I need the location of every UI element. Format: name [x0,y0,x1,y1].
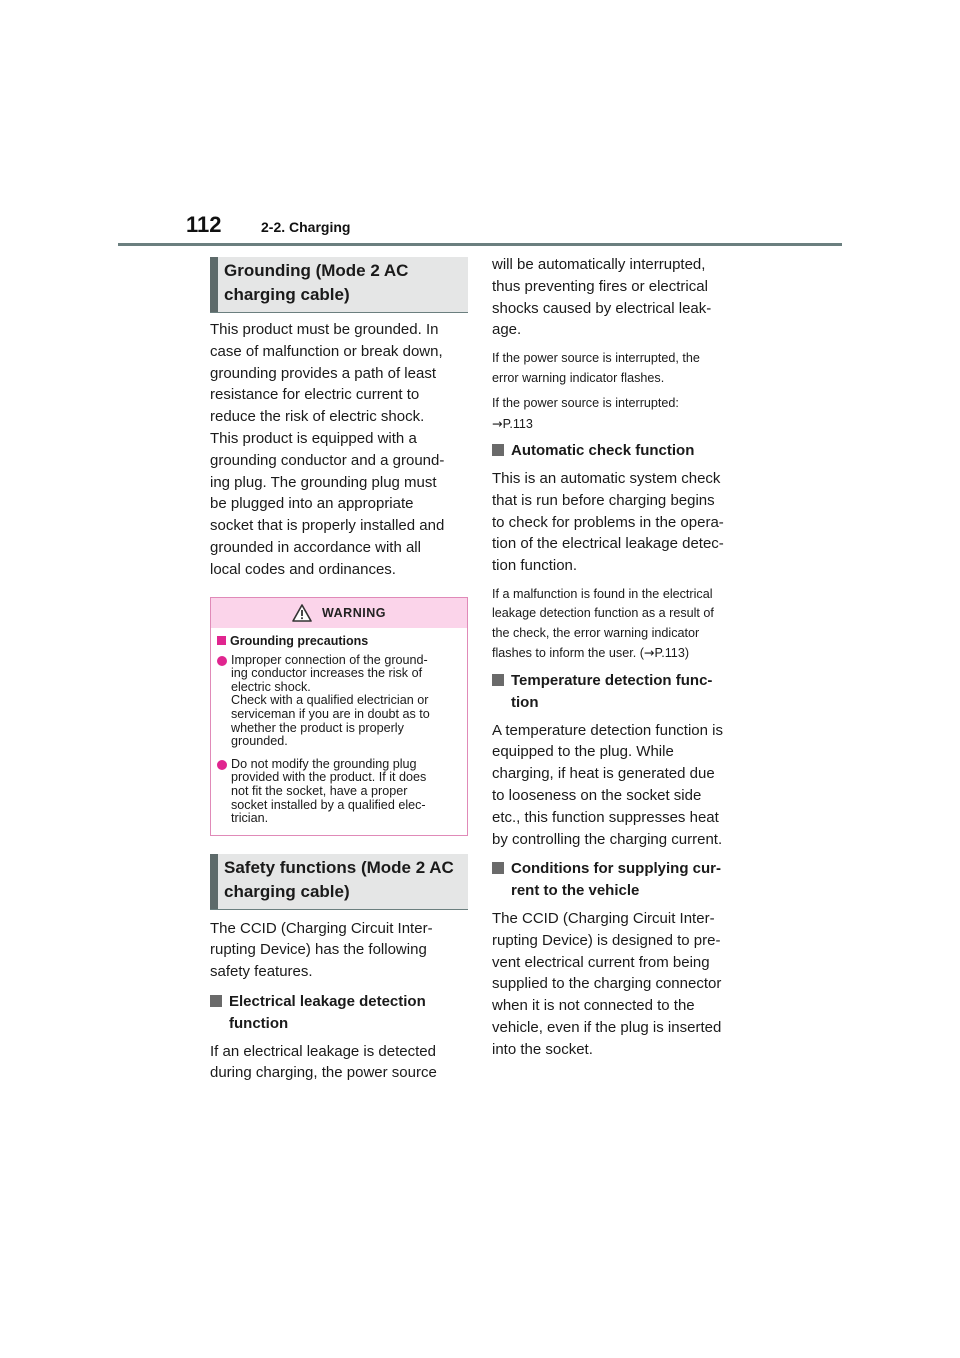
text-line: safety features. [210,963,313,981]
conditions-subheading [492,858,748,902]
safety-heading-line2: charging cable) [224,881,350,901]
text-line: resistance for electric current to [210,386,420,404]
text-line: etc., this function suppresses heat [492,808,719,826]
interrupt-note [492,349,748,388]
warning-bullet-text: Improper connection of the ground- ing conductor increases the risk of electric shock. Check with a qualified electrician or serviceman if you are in doubt as to whether the product is properly grounded. [231,652,430,749]
page-number: 112 [186,212,222,237]
text-line: to looseness on the socket side [492,786,702,804]
arrow-right-icon: → [643,645,655,661]
auto-check-paragraph [492,468,748,577]
text-line [492,643,748,664]
leakage-paragraph [210,1041,468,1085]
text-fragment: flashes to inform the user. ( [492,646,644,661]
text-line: equipped to the plug. While [492,743,674,761]
text-line: ing plug. The grounding plug must [210,473,437,491]
text-line: socket that is properly installed and [210,517,445,535]
text-line: supplied to the charging connector [492,975,722,993]
text-line: when it is not connected to the [492,997,695,1015]
section-title: 2-2. Charging [261,219,351,235]
text-line: case of malfunction or break down, [210,342,443,360]
warning-subheading [217,633,461,649]
arrow-right-icon: → [492,415,503,431]
grounding-heading-line2: charging cable) [224,285,350,304]
text-line: reduce the risk of electric shock. [210,408,425,426]
text-line: tion [511,693,539,711]
text-line: function [229,1014,289,1032]
safety-heading [210,854,468,909]
text-line: This is an automatic system check [492,469,721,487]
square-bullet-icon [492,444,504,456]
conditions-subheading-text [511,858,721,902]
reference-text: P.113 [502,416,533,431]
text-line: the check, the error warning indicator [492,625,700,640]
square-bullet-icon [217,636,226,645]
text-line: grounded in accordance with all [210,538,421,556]
temperature-subheading-text [511,670,712,714]
text-line: This product must be grounded. In [210,321,439,338]
text-line: during charging, the power source [210,1064,437,1082]
square-bullet-icon [492,862,504,874]
heading-underline [210,909,468,910]
square-bullet-icon [492,674,504,686]
text-line: If the power source is interrupted: [492,396,679,411]
grounding-heading [210,257,468,312]
text-line: leakage detection function as a result of [492,606,714,621]
warning-bullet [217,758,461,826]
text-line: that is run before charging begins [492,491,715,509]
text-line: into the socket. [492,1040,593,1058]
right-column [492,254,748,1069]
safety-heading-line1: Safety functions (Mode 2 AC [224,857,454,877]
text-line: be plugged into an appropriate [210,495,414,513]
text-line: A temperature detection function is [492,721,723,739]
text-line: thus preventing fires or electrical [492,277,708,295]
text-line: grounding conductor and a ground- [210,451,445,469]
text-line: local codes and ordinances. [210,560,396,578]
text-line: The CCID (Charging Circuit Inter- [210,919,433,937]
heading-underline [210,312,468,313]
auto-check-note [492,585,748,664]
leakage-subheading-text [229,991,426,1035]
text-line: will be automatically interrupted, [492,256,706,273]
left-column [210,257,468,1092]
text-line: shocks caused by electrical leak- [492,299,712,317]
grounding-heading-line1: Grounding (Mode 2 AC [224,261,409,280]
square-bullet-icon [210,995,222,1007]
text-line: to check for problems in the opera- [492,513,724,531]
text-line: The CCID (Charging Circuit Inter- [492,909,715,927]
temperature-subheading [492,670,748,714]
conditions-paragraph [492,908,748,1061]
text-line: This product is equipped with a [210,429,417,447]
warning-bullet-text: Do not modify the grounding plug provided with the product. If it does not fit the socket, have a proper socket installed by a qualified elec- trician. [231,756,427,826]
text-line: tion function. [492,557,578,575]
text-line: If an electrical leakage is detected [210,1042,436,1060]
text-line: Conditions for supplying cur- [511,860,721,878]
page-reference-link[interactable]: P.113) [654,646,690,661]
leakage-paragraph-continued [492,254,748,341]
round-bullet-icon [217,760,227,770]
temperature-paragraph [492,720,748,851]
page-reference-link[interactable] [492,414,748,435]
text-line: tion of the electrical leakage detec- [492,535,724,553]
text-line: age. [492,321,522,339]
warning-title: WARNING [322,605,386,620]
interrupt-reference [492,394,748,434]
safety-paragraph [210,918,468,983]
leakage-subheading [210,991,468,1035]
warning-body [211,628,467,835]
text-line: vent electrical current from being [492,953,710,971]
auto-check-subheading [492,440,748,462]
warning-bullet [217,654,461,749]
text-line: vehicle, even if the plug is inserted [492,1018,722,1036]
text-line: Temperature detection func- [511,671,713,689]
text-line: rupting Device) has the following [210,941,427,959]
header-divider [118,243,842,246]
warning-header [211,598,467,628]
text-line: If a malfunction is found in the electrical [492,586,713,601]
round-bullet-icon [217,656,227,666]
text-line: rupting Device) is designed to pre- [492,931,721,949]
text-line: charging, if heat is generated due [492,765,715,783]
text-line: grounding provides a path of least [210,364,436,382]
grounding-paragraph [210,319,468,581]
auto-check-subheading-text: Automatic check function [511,442,695,460]
warning-subheading-text: Grounding precautions [230,633,369,648]
text-line: Electrical leakage detection [229,993,426,1011]
text-line: If the power source is interrupted, the [492,351,700,366]
text-line: error warning indicator flashes. [492,370,665,385]
warning-triangle-icon [292,604,312,622]
text-line: rent to the vehicle [511,882,640,900]
warning-box [210,597,468,836]
text-line: by controlling the charging current. [492,830,723,848]
